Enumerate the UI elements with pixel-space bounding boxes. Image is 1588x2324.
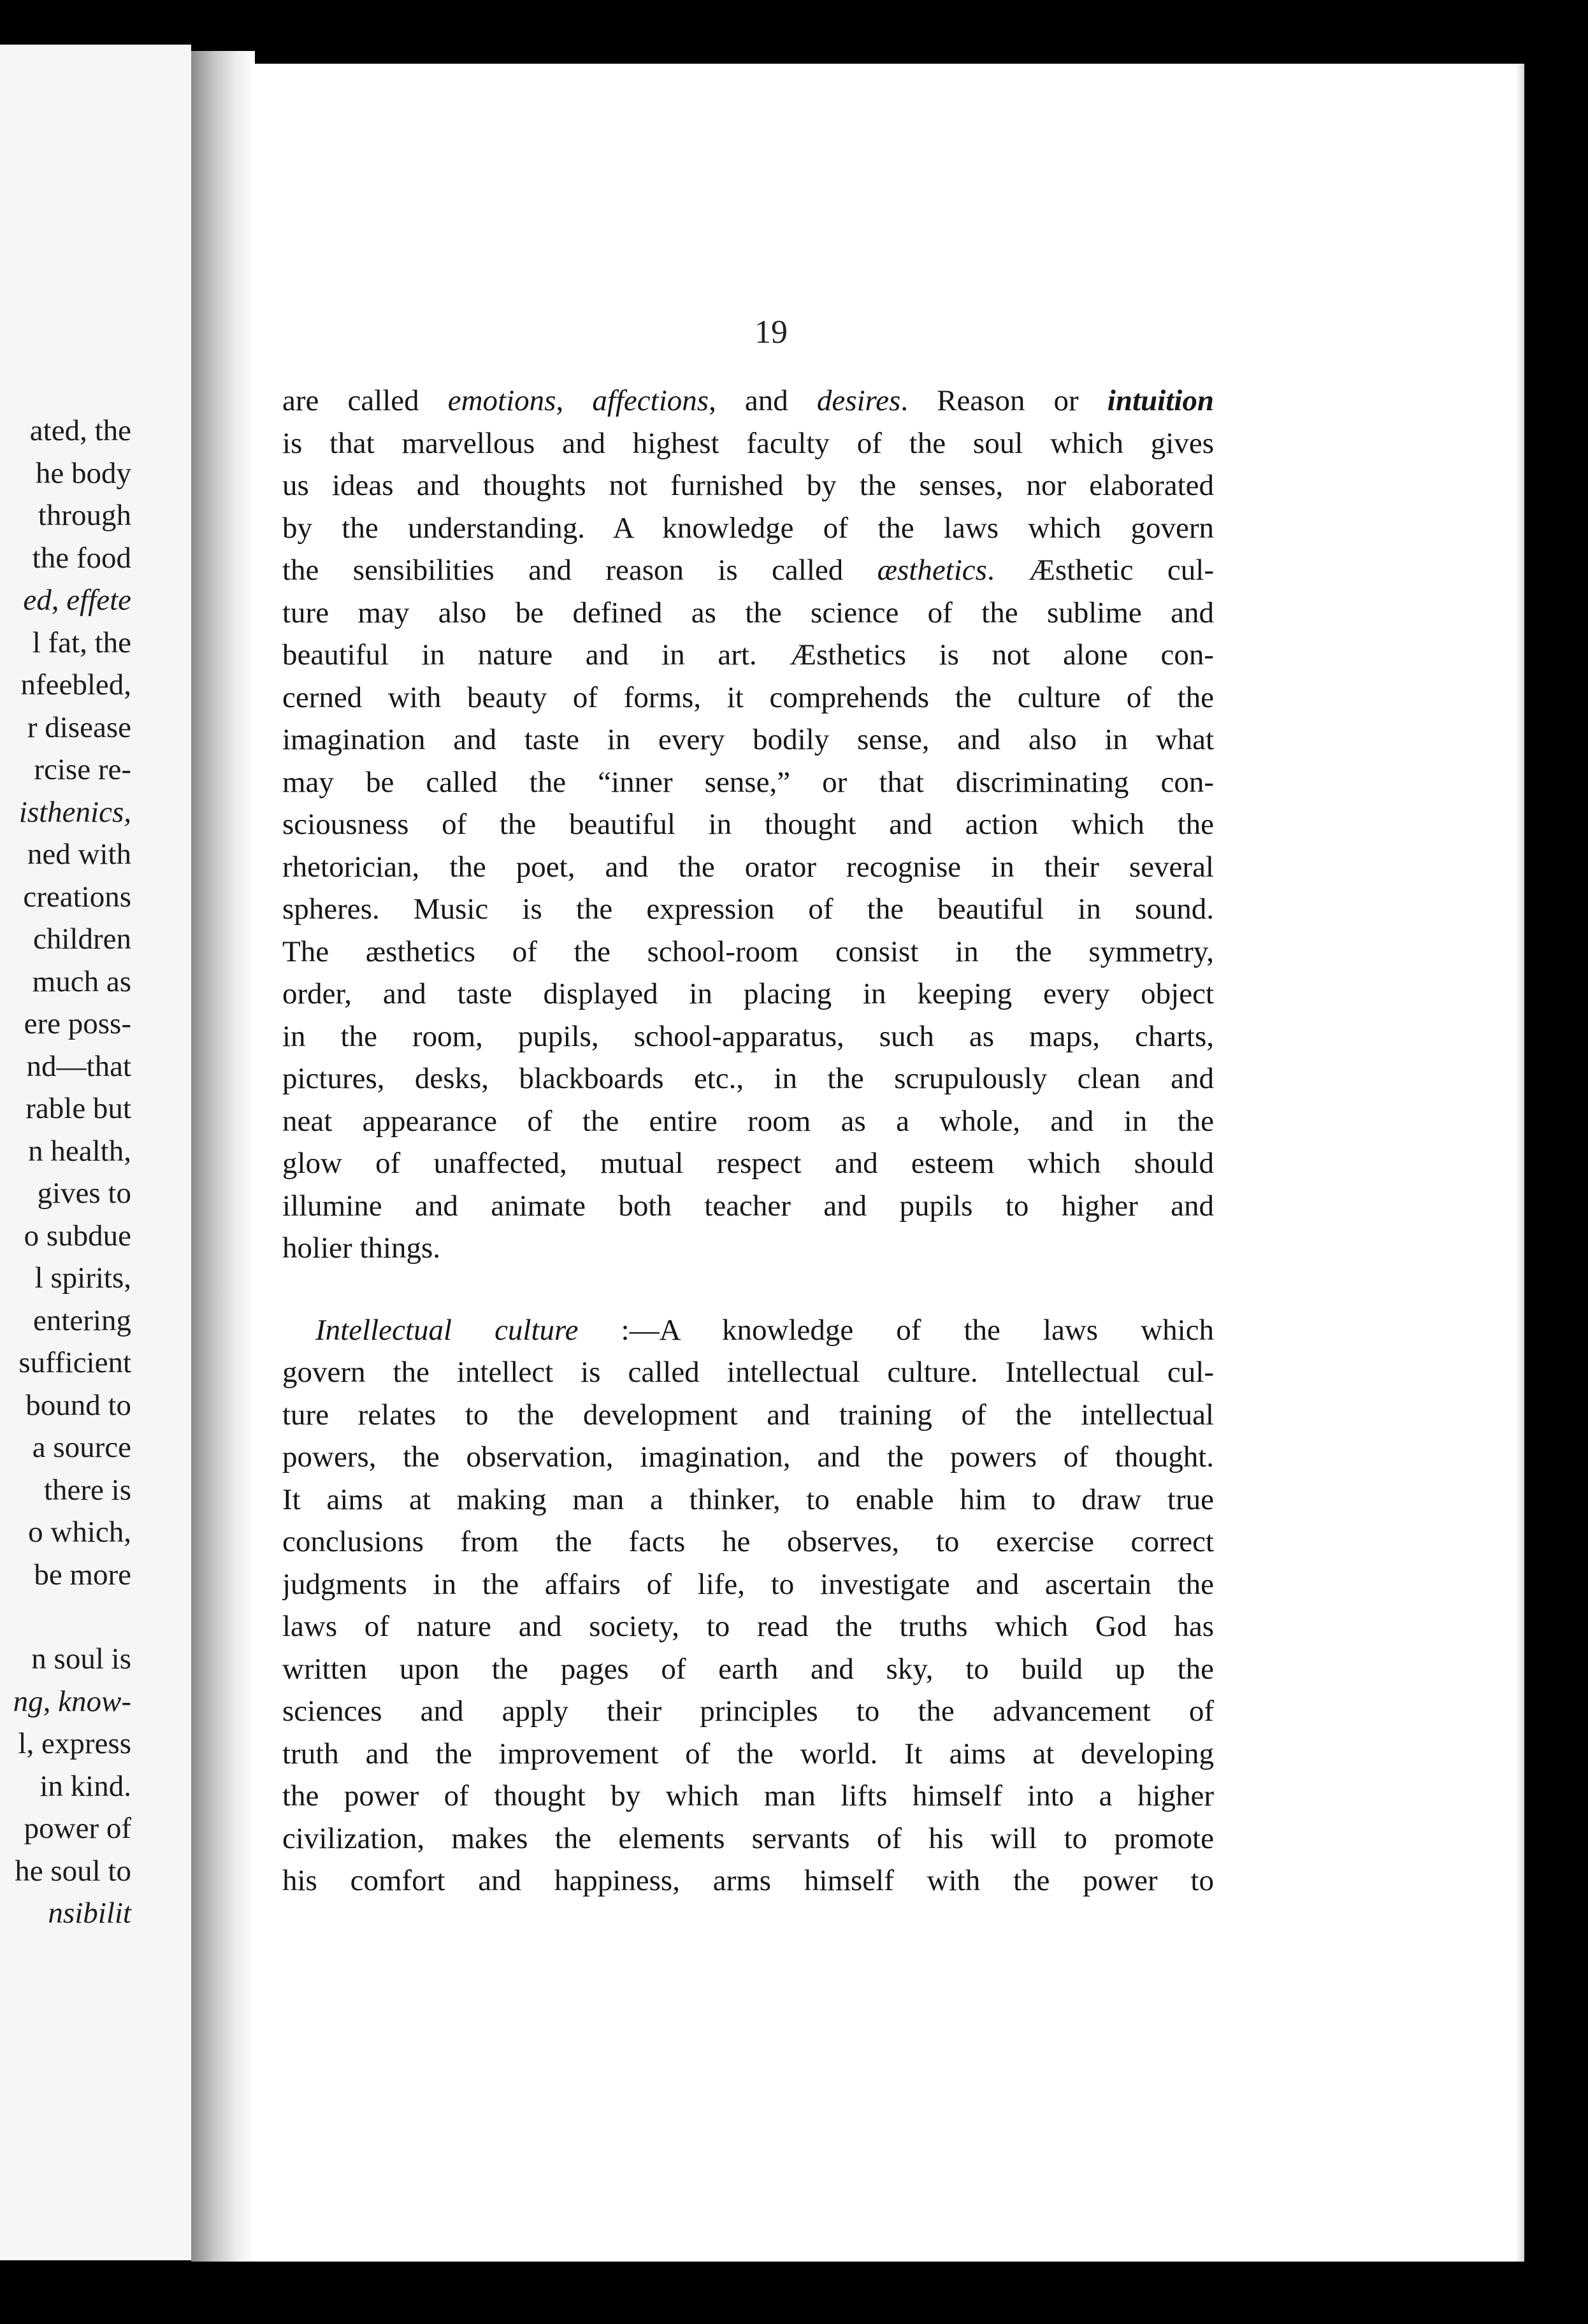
page-number: 19 bbox=[754, 314, 788, 350]
text-line: are called emotions, affections, and desires. Reason or intuition bbox=[282, 384, 1214, 417]
left-page-line: o which, bbox=[28, 1516, 131, 1549]
left-page-line: children bbox=[33, 922, 131, 956]
left-page-line: rable but bbox=[25, 1092, 131, 1125]
text-line: the sensibilities and reason is called æsthetics. Æsthetic cul- bbox=[282, 554, 1214, 587]
left-page-line: entering bbox=[33, 1303, 131, 1337]
left-page-line: nsibilit bbox=[48, 1897, 131, 1930]
text-line: illumine and animate both teacher and pupils to higher and bbox=[282, 1189, 1214, 1223]
text-line: glow of unaffected, mutual respect and esteem which should bbox=[282, 1147, 1214, 1180]
left-page-line: ned with bbox=[27, 838, 131, 871]
left-facing-page bbox=[0, 45, 191, 2260]
left-page-line: be more bbox=[34, 1558, 131, 1591]
left-page-line: r disease bbox=[27, 710, 131, 744]
left-page-line: sufficient bbox=[18, 1346, 131, 1379]
text-line: govern the intellect is called intellectual culture. Intellectual cul- bbox=[282, 1356, 1214, 1389]
text-line: may be called the “inner sense,” or that discriminating con- bbox=[282, 765, 1214, 799]
left-page-line: n soul is bbox=[31, 1642, 131, 1675]
text-line: conclusions from the facts he observes, to exercise correct bbox=[282, 1525, 1214, 1558]
book-gutter bbox=[191, 51, 255, 2262]
left-page-line: gives to bbox=[37, 1177, 131, 1210]
left-page-line: nfeebled, bbox=[20, 668, 131, 701]
text-line: sciousness of the beautiful in thought and action which the bbox=[282, 808, 1214, 841]
text-line: holier things. bbox=[282, 1231, 441, 1265]
left-page-line: ated, the bbox=[29, 414, 131, 447]
text-line: beautiful in nature and in art. Æsthetics is not alone con- bbox=[282, 638, 1214, 671]
left-page-line: l spirits, bbox=[34, 1261, 131, 1295]
text-line: the power of thought by which man lifts himself into a higher bbox=[282, 1779, 1214, 1812]
left-page-line: l, express bbox=[18, 1727, 131, 1760]
left-page-text bbox=[0, 410, 131, 1935]
text-line: truth and the improvement of the world. It aims at developing bbox=[282, 1737, 1214, 1770]
text-line: order, and taste displayed in placing in keeping every object bbox=[282, 977, 1214, 1010]
page-edge-shadow bbox=[1515, 64, 1524, 2262]
text-line: written upon the pages of earth and sky, to build up the bbox=[282, 1652, 1214, 1686]
left-page-line: the food bbox=[32, 541, 131, 575]
text-line: us ideas and thoughts not furnished by the senses, nor elaborated bbox=[282, 469, 1214, 502]
text-line: civilization, makes the elements servants of his will to promote bbox=[282, 1821, 1214, 1855]
left-page-line: through bbox=[38, 499, 131, 532]
left-page-line: n health, bbox=[28, 1134, 131, 1168]
left-page-line: rcise re- bbox=[34, 753, 131, 786]
left-page-line: in kind. bbox=[40, 1769, 131, 1803]
left-page-line: he body bbox=[35, 456, 131, 490]
page-body bbox=[282, 380, 1214, 1902]
text-line: pictures, desks, blackboards etc., in the scrupulously clean and bbox=[282, 1062, 1214, 1095]
text-line: ture may also be defined as the science of the sublime and bbox=[282, 596, 1214, 629]
text-line: cerned with beauty of forms, it comprehends the culture of the bbox=[282, 680, 1214, 714]
text-line: neat appearance of the entire room as a whole, and in the bbox=[282, 1104, 1214, 1138]
section-heading: Intellectual culture bbox=[315, 1313, 579, 1347]
text-line: laws of nature and society, to read the truths which God has bbox=[282, 1610, 1214, 1643]
left-page-line: nd—that bbox=[26, 1049, 131, 1083]
left-page-line: creations bbox=[23, 880, 131, 914]
left-page-line: much as bbox=[32, 965, 131, 998]
text-line: spheres. Music is the expression of the beautiful in sound. bbox=[282, 893, 1214, 926]
text-line: powers, the observation, imagination, and the powers of thought. bbox=[282, 1440, 1214, 1474]
text-line: is that marvellous and highest faculty of the soul which gives bbox=[282, 426, 1214, 460]
text-line: judgments in the affairs of life, to investigate and ascertain the bbox=[282, 1567, 1214, 1601]
paragraph-intellectual-culture bbox=[282, 1309, 1214, 1902]
left-page-line: a source bbox=[32, 1431, 131, 1464]
left-page-line bbox=[0, 1596, 131, 1638]
left-page-line: ere poss- bbox=[24, 1007, 131, 1040]
text-line: ture relates to the development and training of the intellectual bbox=[282, 1398, 1214, 1431]
paragraph-aesthetics bbox=[282, 380, 1214, 1270]
text-line: rhetorician, the poet, and the orator recognise in their several bbox=[282, 850, 1214, 884]
text-line: his comfort and happiness, arms himself with the power to bbox=[282, 1864, 1214, 1897]
left-page-line: bound to bbox=[25, 1388, 131, 1422]
left-page-line: o subdue bbox=[24, 1219, 131, 1252]
left-page-line: isthenics, bbox=[18, 795, 131, 829]
text-line: by the understanding. A knowledge of the laws which govern bbox=[282, 511, 1214, 545]
text-line: The æsthetics of the school-room consist in the symmetry, bbox=[282, 935, 1214, 968]
text-line: imagination and taste in every bodily sense, and also in what bbox=[282, 723, 1214, 756]
left-page-line: power of bbox=[24, 1812, 131, 1845]
left-page-line: ng, know- bbox=[13, 1684, 131, 1718]
left-page-line: he soul to bbox=[15, 1854, 131, 1888]
left-page-line: there is bbox=[43, 1473, 131, 1507]
text-line: in the room, pupils, school-apparatus, such as maps, charts, bbox=[282, 1019, 1214, 1053]
left-page-line: ed, effete bbox=[23, 584, 131, 617]
paragraph-spacer bbox=[282, 1270, 1214, 1309]
text-line: Intellectual culture :—A knowledge of the laws which bbox=[315, 1313, 1214, 1347]
text-line: sciences and apply their principles to the advancement of bbox=[282, 1695, 1214, 1728]
left-page-line: l fat, the bbox=[32, 626, 131, 659]
text-line: It aims at making man a thinker, to enable him to draw true bbox=[282, 1482, 1214, 1516]
